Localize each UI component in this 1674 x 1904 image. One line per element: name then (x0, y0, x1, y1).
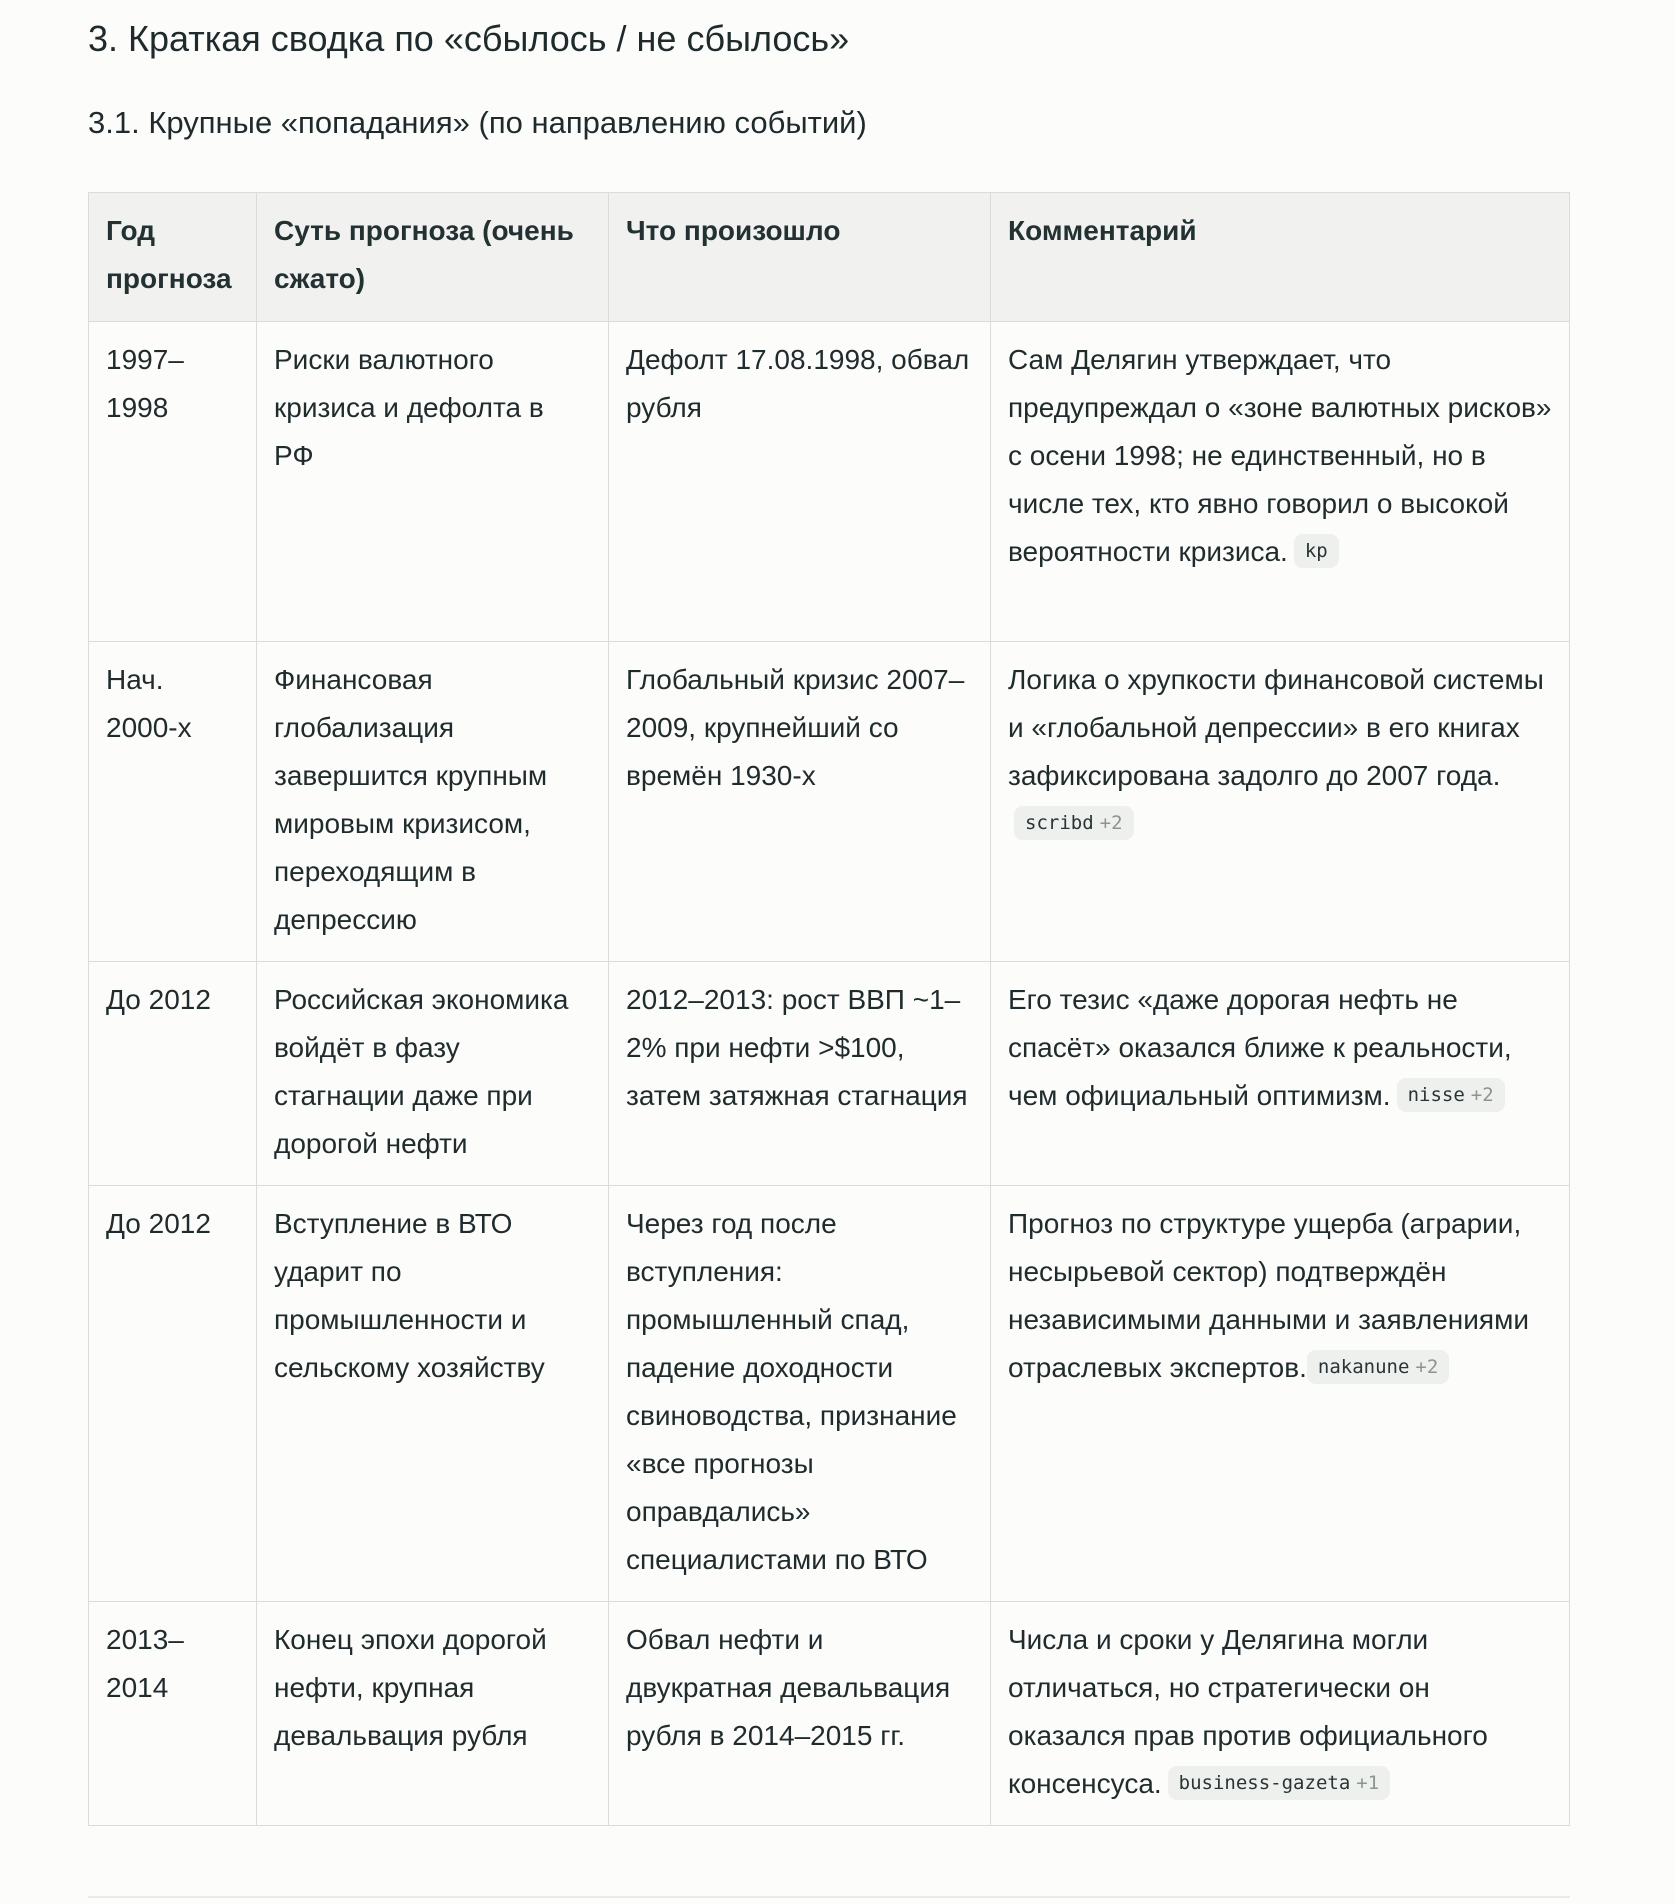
cell-forecast: Вступление в ВТО ударит по промышленности и сельскому хозяйству (257, 1186, 609, 1602)
citation-chip[interactable] (1168, 1766, 1390, 1800)
cell-forecast: Конец эпохи дорогой нефти, крупная девальвация рубля (257, 1602, 609, 1826)
comment-text: Числа и сроки у Делягина могли отличаться, но стратегически он оказался прав против официального консенсуса. (1008, 1624, 1488, 1799)
table-row (89, 322, 1570, 642)
cell-outcome: Обвал нефти и двукратная девальвация рубля в 2014–2015 гг. (609, 1602, 991, 1826)
cell-comment (991, 962, 1570, 1186)
cell-comment (991, 642, 1570, 962)
comment-text: Логика о хрупкости финансовой системы и «глобальной депрессии» в его книгах зафиксирована задолго до 2007 года. (1008, 664, 1544, 791)
citation-source: nakanune (1317, 1356, 1410, 1378)
header-forecast: Суть прогноза (очень сжато) (257, 193, 609, 322)
cell-year: 2013–2014 (89, 1602, 257, 1826)
header-year: Год прогноза (89, 193, 257, 322)
citation-source: business-gazeta (1178, 1772, 1351, 1794)
header-outcome: Что произошло (609, 193, 991, 322)
table-row (89, 1186, 1570, 1602)
section-title: 3. Краткая сводка по «сбылось / не сбылось» (88, 18, 850, 59)
cell-outcome: 2012–2013: рост ВВП ~1–2% при нефти >$100, затем затяжная стагнация (609, 962, 991, 1186)
cell-year: 1997–1998 (89, 322, 257, 642)
citation-chip[interactable] (1397, 1078, 1505, 1112)
citation-source: scribd (1025, 812, 1094, 834)
comment-text: Его тезис «даже дорогая нефть не спасёт» оказался ближе к реальности, чем официальный оптимизм. (1008, 984, 1512, 1111)
cell-outcome: Через год после вступления: промышленный спад, падение доходности свиноводства, признание «все прогнозы оправдались» специалистами по ВТО (609, 1186, 991, 1602)
table-header-row (89, 193, 1570, 322)
cell-comment (991, 322, 1570, 642)
forecast-table (88, 192, 1570, 1826)
cell-year: До 2012 (89, 962, 257, 1186)
cell-forecast: Риски валютного кризиса и дефолта в РФ (257, 322, 609, 642)
comment-text: Сам Делягин утверждает, что предупреждал о «зоне валютных рисков» с осени 1998; не единственный, но в числе тех, кто явно говорил о высокой вероятности кризиса. (1008, 344, 1552, 567)
citation-source: kp (1304, 540, 1328, 562)
cell-comment (991, 1602, 1570, 1826)
citation-more-count: +2 (1099, 812, 1123, 834)
cell-year: Нач. 2000-х (89, 642, 257, 962)
cell-outcome: Глобальный кризис 2007–2009, крупнейший со времён 1930-х (609, 642, 991, 962)
citation-more-count: +2 (1415, 1356, 1439, 1378)
section-divider (88, 1896, 1570, 1898)
comment-text: Прогноз по структуре ущерба (аграрии, несырьевой сектор) подтверждён независимыми данными и заявлениями отраслевых экспертов. (1008, 1208, 1529, 1383)
cell-year: До 2012 (89, 1186, 257, 1602)
table-row (89, 1602, 1570, 1826)
cell-forecast: Финансовая глобализация завершится крупным мировым кризисом, переходящим в депрессию (257, 642, 609, 962)
citation-chip[interactable] (1014, 806, 1134, 840)
citation-chip[interactable] (1294, 534, 1339, 568)
citation-source: nisse (1407, 1084, 1465, 1106)
citation-more-count: +1 (1356, 1772, 1380, 1794)
cell-outcome: Дефолт 17.08.1998, обвал рубля (609, 322, 991, 642)
table-row (89, 962, 1570, 1186)
subsection-title: 3.1. Крупные «попадания» (по направлению событий) (88, 105, 867, 140)
citation-chip[interactable] (1307, 1350, 1449, 1384)
cell-comment (991, 1186, 1570, 1602)
citation-more-count: +2 (1470, 1084, 1494, 1106)
table-row (89, 642, 1570, 962)
header-comment: Комментарий (991, 193, 1570, 322)
cell-forecast: Российская экономика войдёт в фазу стагнации даже при дорогой нефти (257, 962, 609, 1186)
